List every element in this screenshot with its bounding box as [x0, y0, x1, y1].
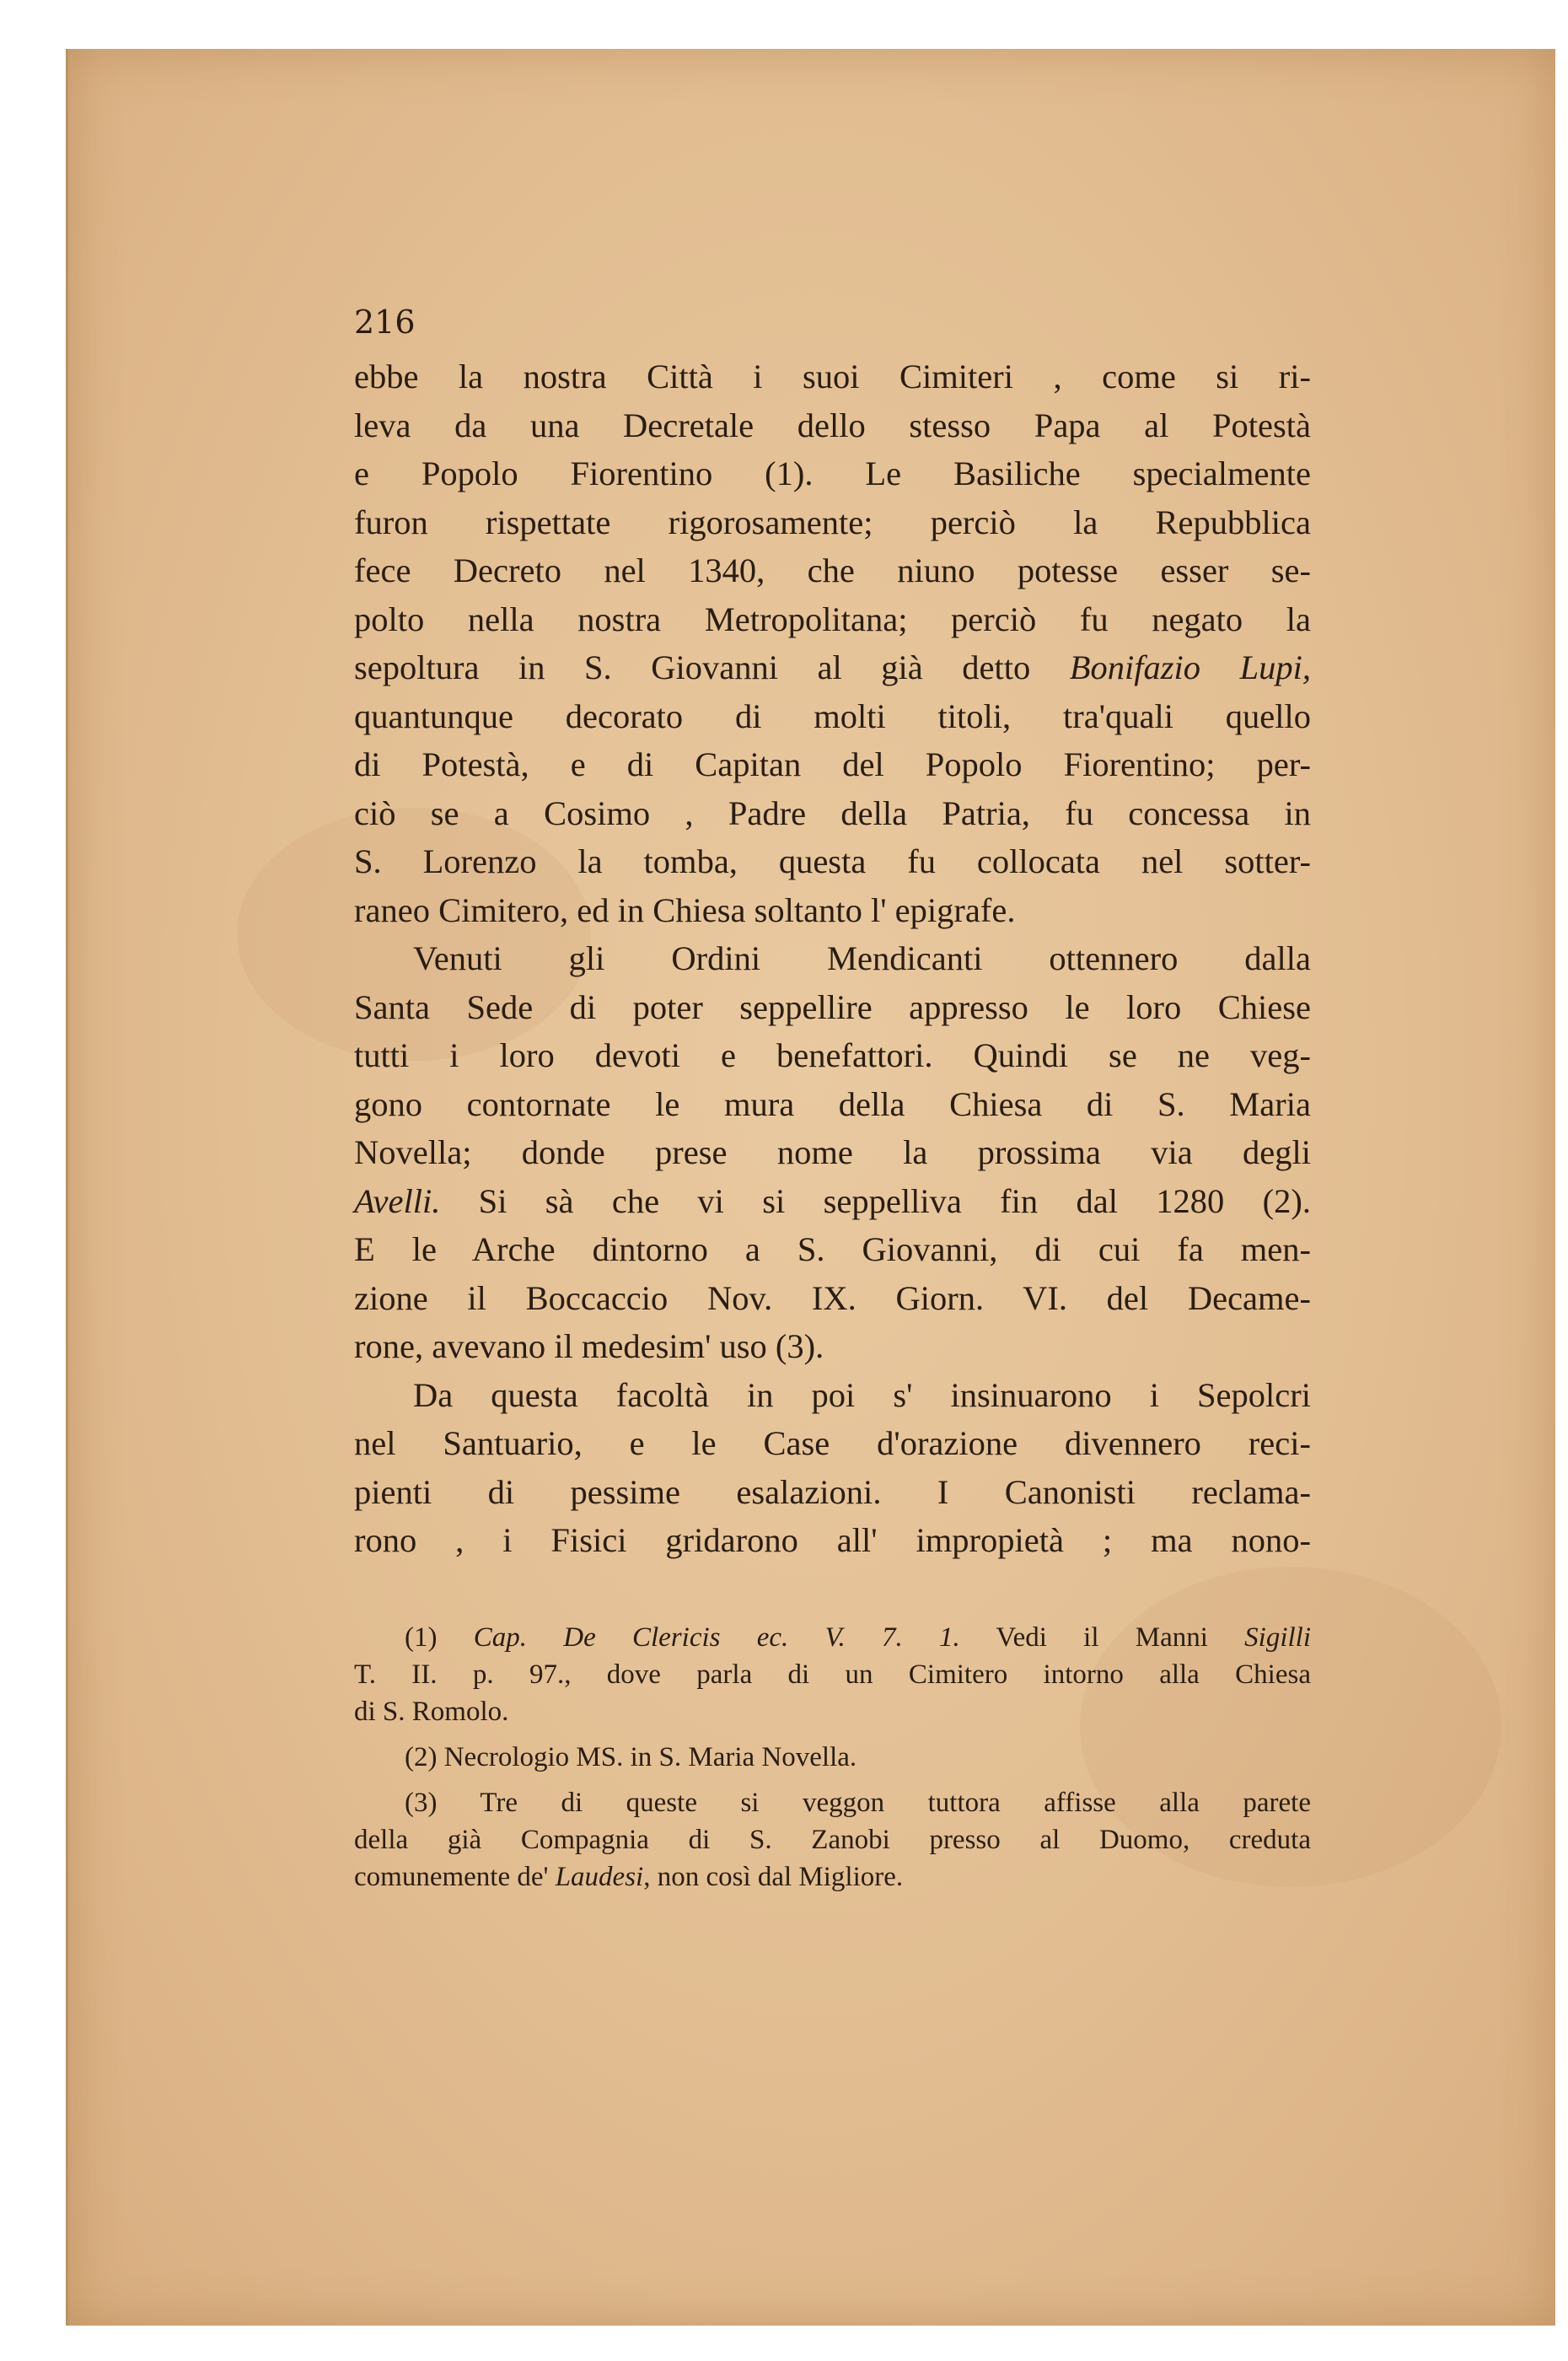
text-line: E le Arche dintorno a S. Giovanni, di cui fa men-: [354, 1230, 1311, 1268]
footnote-3-line: (3) Tre di queste si veggon tuttora affisse alla parete: [405, 1788, 1311, 1818]
text-line: zione il Boccaccio Nov. IX. Giorn. VI. del Decame-: [354, 1278, 1311, 1317]
text-fragment: sepoltura in S. Giovanni al già detto: [354, 648, 1070, 686]
footnote-text: comunemente de': [354, 1862, 556, 1892]
text-line: Novella; donde prese nome la prossima via degli: [354, 1133, 1311, 1171]
text-line: Da questa facoltà in poi s' insinuarono i Sepolcri: [413, 1375, 1311, 1414]
text-line: pienti di pessime esalazioni. I Canonisti reclama-: [354, 1472, 1311, 1511]
text-line: di Potestà, e di Capitan del Popolo Fiorentino; per-: [354, 745, 1311, 783]
footnote-citation: Sigilli: [1244, 1622, 1311, 1653]
text-line: Venuti gli Ordini Mendicanti ottennero dalla: [413, 939, 1311, 977]
text-line: fece Decreto nel 1340, che niuno potesse esser se-: [354, 551, 1311, 589]
text-line: nel Santuario, e le Case d'orazione divennero reci-: [354, 1424, 1311, 1462]
body-text: [354, 352, 1311, 1565]
text-line: S. Lorenzo la tomba, questa fu collocata nel sotter-: [354, 842, 1311, 880]
italic-name: Avelli.: [354, 1181, 441, 1220]
footnote-2-line: (2) Necrologio MS. in S. Maria Novella.: [405, 1742, 857, 1772]
text-line: leva da una Decretale dello stesso Papa al Potestà: [354, 406, 1311, 444]
footnote-1-line: di S. Romolo.: [354, 1697, 509, 1727]
text-line: Santa Sede di poter seppellire appresso le loro Chiese: [354, 987, 1311, 1026]
footnote-text: Vedi il Manni: [959, 1622, 1245, 1653]
footnote-3-line: [354, 1858, 1311, 1896]
footnote-italic: Laudesi: [555, 1862, 644, 1892]
text-line: gono contornate le mura della Chiesa di S. Maria: [354, 1084, 1311, 1123]
footnote-citation: Cap. De Clericis ec. V. 7. 1.: [473, 1622, 960, 1653]
footnote-1-line: [354, 1619, 1311, 1656]
italic-name: Bonifazio Lupi,: [1069, 648, 1311, 686]
text-line: furon rispettate rigorosamente; perciò la Repubblica: [354, 503, 1311, 541]
footnote-text: , non così dal Migliore.: [643, 1862, 904, 1892]
footnote-marker: (1): [405, 1622, 474, 1653]
text-line: [354, 643, 1311, 692]
text-line: ebbe la nostra Città i suoi Cimiteri , come si ri-: [354, 358, 1311, 395]
footnotes: [354, 1619, 1311, 1896]
footnote-1-line: T. II. p. 97., dove parla di un Cimitero intorno alla Chiesa: [354, 1659, 1311, 1690]
footnote-3-line: della già Compagnia di S. Zanobi presso al Duomo, creduta: [354, 1825, 1311, 1855]
text-line: e Popolo Fiorentino (1). Le Basiliche specialmente: [354, 454, 1311, 492]
text-line: rone, avevano il medesim' uso (3).: [354, 1327, 824, 1365]
text-line: polto nella nostra Metropolitana; perciò fu negato la: [354, 600, 1311, 638]
text-line: tutti i loro devoti e benefattori. Quindi se ne veg-: [354, 1036, 1311, 1074]
text-fragment: Si sà che vi si seppelliva fin dal 1280 (2).: [440, 1181, 1311, 1220]
text-line: rono , i Fisici gridarono all' impropietà ; ma nono-: [354, 1521, 1311, 1559]
text-line: raneo Cimitero, ed in Chiesa soltanto l' epigrafe.: [354, 890, 1016, 929]
page-number: 216: [354, 304, 416, 341]
text-line: [354, 1177, 1311, 1226]
text-line: quantunque decorato di molti titoli, tra'quali quello: [354, 696, 1311, 735]
text-line: ciò se a Cosimo , Padre della Patria, fu concessa in: [354, 793, 1311, 832]
